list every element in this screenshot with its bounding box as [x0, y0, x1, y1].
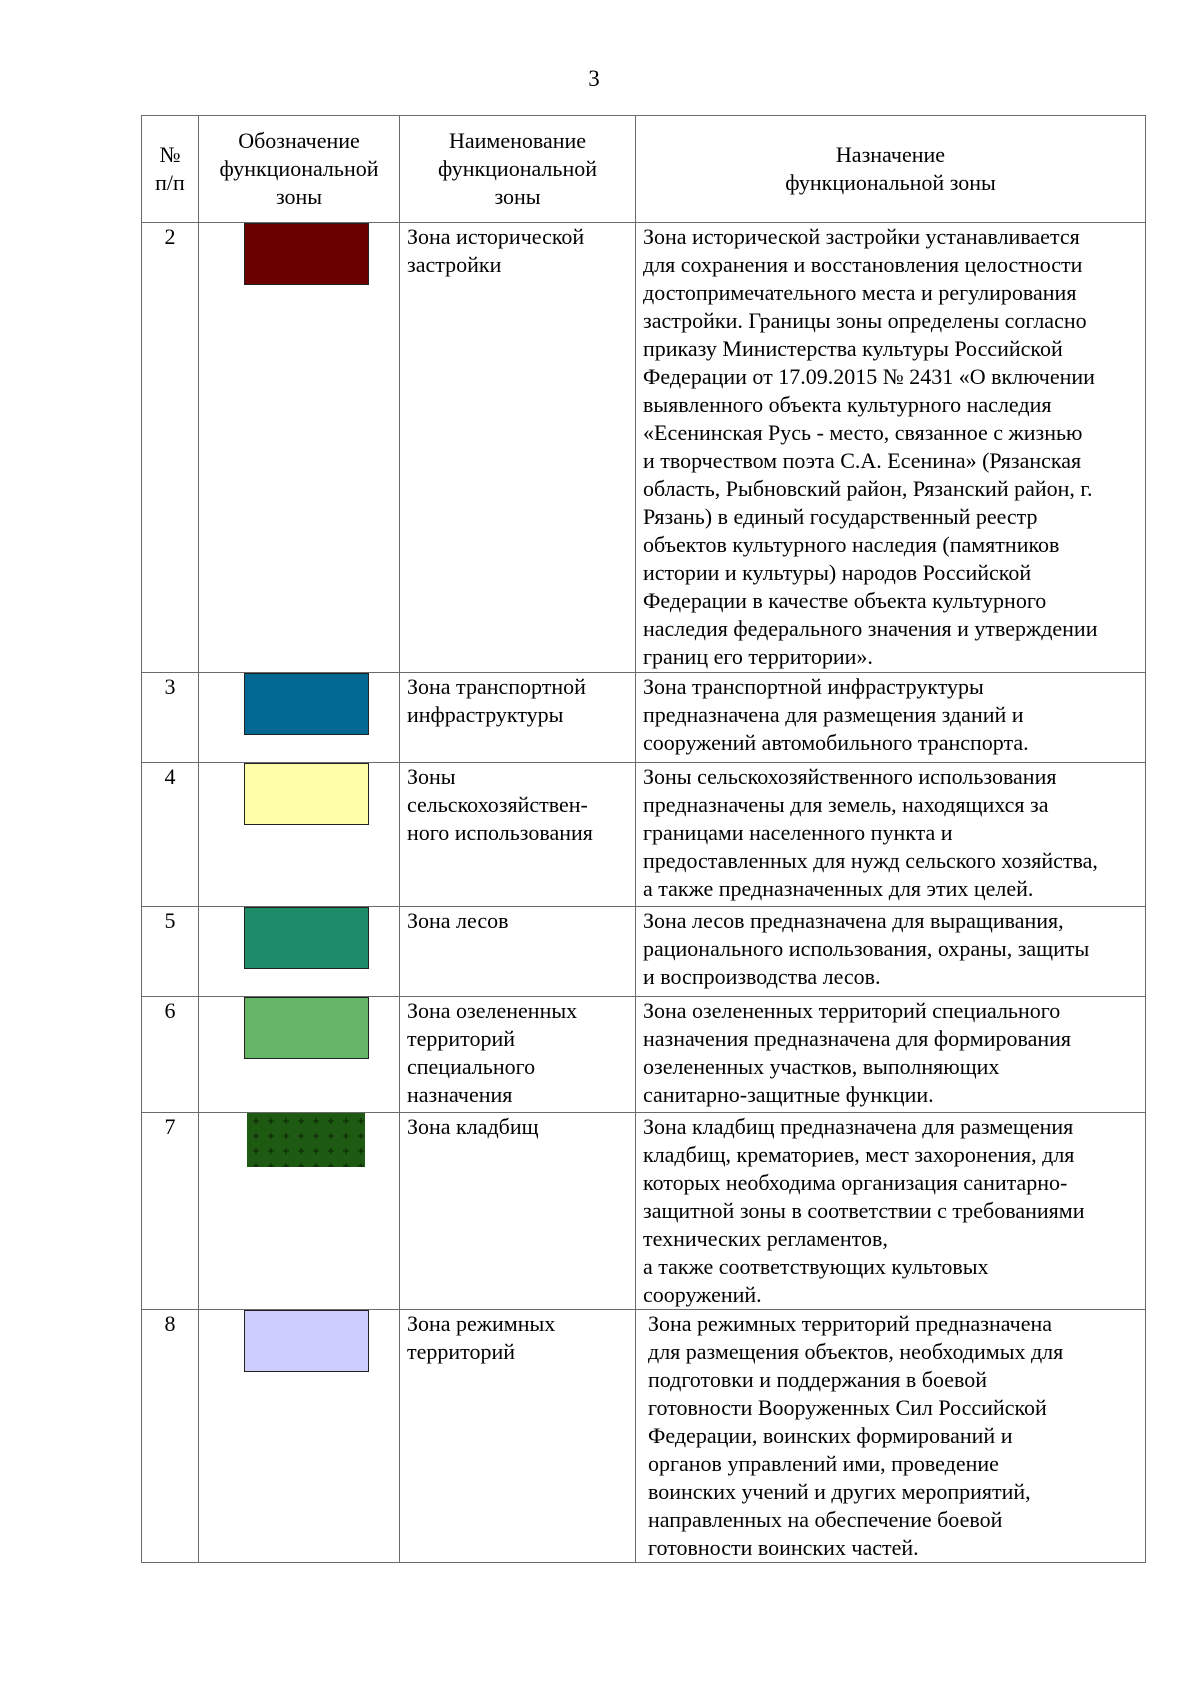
- row-number: 6: [142, 997, 199, 1113]
- zone-color-swatch: [244, 673, 369, 735]
- zone-name: Зоны сельскохозяйствен- ного использования: [400, 763, 636, 907]
- header-symbol: Обозначение функциональной зоны: [199, 116, 400, 223]
- zone-pattern-swatch: [247, 1113, 365, 1167]
- zone-name: Зона транспортной инфраструктуры: [400, 673, 636, 763]
- zone-name: Зона исторической застройки: [400, 223, 636, 673]
- zone-name: Зона озелененных территорий специального назначения: [400, 997, 636, 1113]
- row-number: 2: [142, 223, 199, 673]
- page-number: 3: [588, 66, 600, 91]
- zone-purpose: Зона режимных территорий предназначена для размещения объектов, необходимых для подготовки и поддержания в боевой готовности Вооруженных Сил Российской Федерации, воинских формирований и органов управлений ими, проведение воинских учений и других мероприятий, направленных на обеспечение боевой готовности воинских частей.: [636, 1310, 1146, 1563]
- zone-color-swatch: [244, 223, 369, 285]
- table-row: [142, 223, 1146, 673]
- row-number: 8: [142, 1310, 199, 1563]
- zone-color-swatch: [244, 763, 369, 825]
- zone-name: Зона лесов: [400, 907, 636, 997]
- zone-purpose: Зона транспортной инфраструктуры предназначена для размещения зданий и сооружений автомобильного транспорта.: [636, 673, 1146, 763]
- zone-symbol-cell: [199, 763, 400, 907]
- table-row: [142, 907, 1146, 997]
- header-purpose: Назначение функциональной зоны: [636, 116, 1146, 223]
- zone-name: Зона режимных территорий: [400, 1310, 636, 1563]
- zone-symbol-cell: [199, 223, 400, 673]
- zone-color-swatch: [244, 907, 369, 969]
- row-number: 5: [142, 907, 199, 997]
- zone-name: Зона кладбищ: [400, 1113, 636, 1310]
- zone-symbol-cell: [199, 1310, 400, 1563]
- zone-purpose: Зона исторической застройки устанавливается для сохранения и восстановления целостности достопримечательного места и регулирования застройки. Границы зоны определены согласно приказу Министерства культуры Российской Федерации от 17.09.2015 № 2431 «О включении выявленного объекта культурного наследия «Есенинская Русь - место, связанное с жизнью и творчеством поэта С.А. Есенина» (Рязанская область, Рыбновский район, Рязанский район, г. Рязань) в единый государственный реестр объектов культурного наследия (памятников истории и культуры) народов Российской Федерации в качестве объекта культурного наследия федерального значения и утверждении границ его территории».: [636, 223, 1146, 673]
- table-header-row: [142, 116, 1146, 223]
- cross-pattern-icon: [247, 1113, 365, 1167]
- zone-symbol-cell: [199, 1113, 400, 1310]
- zone-purpose: Зона лесов предназначена для выращивания, рационального использования, охраны, защиты и воспроизводства лесов.: [636, 907, 1146, 997]
- zone-symbol-cell: [199, 907, 400, 997]
- table-row: [142, 1310, 1146, 1563]
- row-number: 3: [142, 673, 199, 763]
- header-name: Наименование функциональной зоны: [400, 116, 636, 223]
- zone-purpose: Зона кладбищ предназначена для размещения кладбищ, крематориев, мест захоронения, для которых необходима организация санитарно- защитной зоны в соответствии с требованиями технических регламентов, а также соответствующих культовых сооружений.: [636, 1113, 1146, 1310]
- row-number: 4: [142, 763, 199, 907]
- zone-purpose: Зона озелененных территорий специального назначения предназначена для формирования озелененных участков, выполняющих санитарно-защитные функции.: [636, 997, 1146, 1113]
- zone-symbol-cell: [199, 997, 400, 1113]
- zone-color-swatch: [244, 997, 369, 1059]
- header-num: № п/п: [142, 116, 199, 223]
- zone-purpose: Зоны сельскохозяйственного использования предназначены для земель, находящихся за границами населенного пункта и предоставленных для нужд сельского хозяйства, а также предназначенных для этих целей.: [636, 763, 1146, 907]
- zone-color-swatch: [244, 1310, 369, 1372]
- table-row: [142, 1113, 1146, 1310]
- table-row: [142, 673, 1146, 763]
- table-row: [142, 763, 1146, 907]
- row-number: 7: [142, 1113, 199, 1310]
- zone-symbol-cell: [199, 673, 400, 763]
- functional-zones-table: [141, 115, 1146, 1563]
- table-row: [142, 997, 1146, 1113]
